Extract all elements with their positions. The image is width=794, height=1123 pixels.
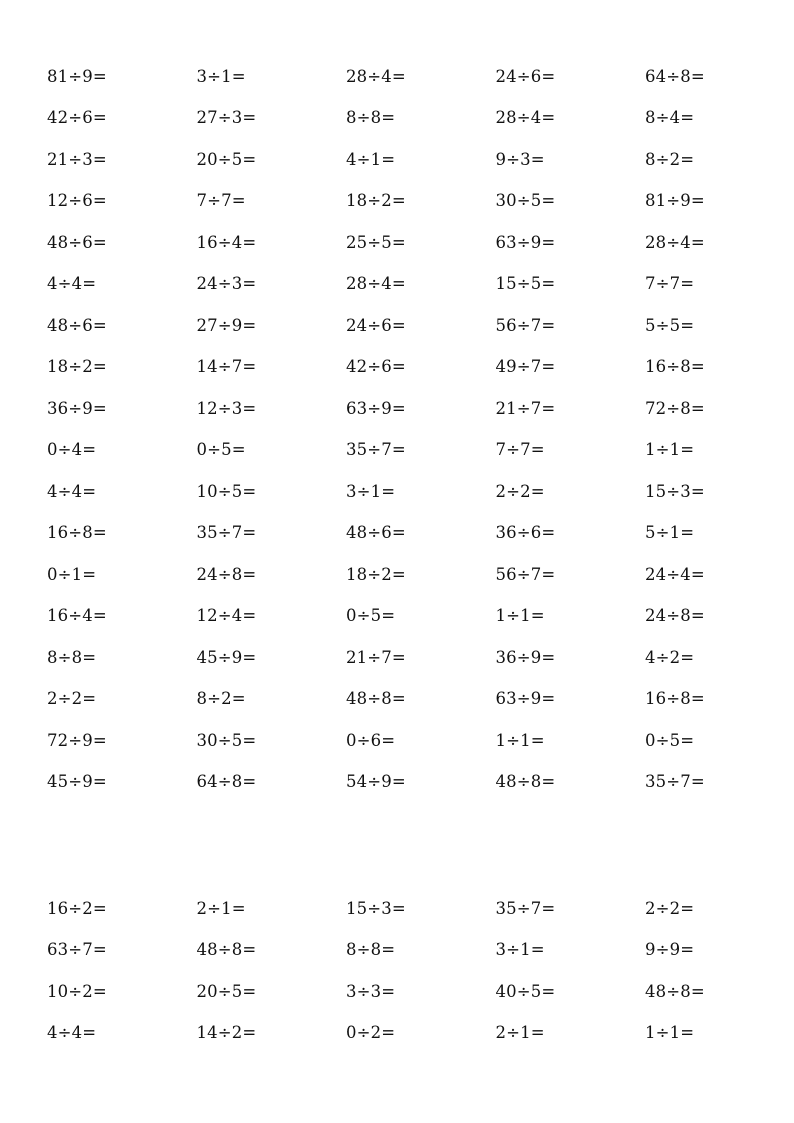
division-problem: 45÷9= bbox=[196, 647, 257, 667]
division-problem: 7÷7= bbox=[495, 440, 545, 460]
division-problem: 30÷5= bbox=[495, 191, 556, 211]
division-problem: 24÷3= bbox=[196, 274, 257, 294]
division-problem: 4÷2= bbox=[645, 647, 695, 667]
division-problem-grid bbox=[47, 56, 747, 803]
division-problem: 20÷5= bbox=[196, 981, 257, 1001]
division-problem: 35÷7= bbox=[645, 772, 705, 792]
division-problem: 4÷4= bbox=[47, 481, 97, 501]
division-problem: 14÷2= bbox=[196, 1023, 257, 1043]
division-problem: 0÷2= bbox=[346, 1023, 396, 1043]
division-problem: 3÷1= bbox=[346, 481, 396, 501]
division-problem: 15÷3= bbox=[346, 898, 406, 918]
division-problem: 42÷6= bbox=[47, 108, 107, 128]
division-problem: 64÷8= bbox=[645, 66, 705, 86]
division-problem-grid bbox=[47, 888, 747, 1054]
division-problem: 8÷8= bbox=[346, 108, 396, 128]
division-problem: 16÷2= bbox=[47, 898, 107, 918]
division-problem: 64÷8= bbox=[196, 772, 257, 792]
division-problem: 54÷9= bbox=[346, 772, 406, 792]
division-problem: 8÷4= bbox=[645, 108, 695, 128]
division-problem: 24÷4= bbox=[645, 564, 705, 584]
division-problem: 8÷2= bbox=[196, 689, 246, 709]
division-problem: 24÷6= bbox=[346, 315, 406, 335]
division-problem: 81÷9= bbox=[47, 66, 107, 86]
division-problem: 4÷1= bbox=[346, 149, 396, 169]
division-problem: 15÷3= bbox=[645, 481, 705, 501]
division-problem: 7÷7= bbox=[196, 191, 246, 211]
division-problem: 16÷8= bbox=[645, 357, 705, 377]
division-problem: 9÷9= bbox=[645, 940, 695, 960]
division-problem: 48÷6= bbox=[346, 523, 406, 543]
division-problem: 2÷2= bbox=[645, 898, 695, 918]
division-problem: 24÷6= bbox=[495, 66, 556, 86]
division-problem: 5÷1= bbox=[645, 523, 695, 543]
division-problem: 18÷2= bbox=[346, 564, 406, 584]
division-problem: 25÷5= bbox=[346, 232, 406, 252]
division-problem: 1÷1= bbox=[495, 606, 545, 626]
division-problem: 42÷6= bbox=[346, 357, 406, 377]
division-problem: 63÷9= bbox=[495, 232, 556, 252]
division-problem: 3÷1= bbox=[495, 940, 545, 960]
division-problem: 35÷7= bbox=[495, 898, 556, 918]
division-problem: 56÷7= bbox=[495, 315, 556, 335]
division-problem: 63÷9= bbox=[495, 689, 556, 709]
division-problem: 72÷8= bbox=[645, 398, 705, 418]
division-problem: 40÷5= bbox=[495, 981, 556, 1001]
division-problem: 63÷7= bbox=[47, 940, 107, 960]
division-problem: 36÷9= bbox=[47, 398, 107, 418]
division-problem: 36÷6= bbox=[495, 523, 556, 543]
division-problem: 2÷2= bbox=[47, 689, 97, 709]
division-problem: 9÷3= bbox=[495, 149, 545, 169]
division-problem: 48÷8= bbox=[346, 689, 406, 709]
division-problem: 8÷2= bbox=[645, 149, 695, 169]
division-problem: 4÷4= bbox=[47, 274, 97, 294]
division-problem: 28÷4= bbox=[346, 274, 406, 294]
division-problems-section-2 bbox=[47, 888, 747, 1054]
division-problem: 12÷6= bbox=[47, 191, 107, 211]
division-problem: 18÷2= bbox=[346, 191, 406, 211]
division-problem: 36÷9= bbox=[495, 647, 556, 667]
division-problem: 18÷2= bbox=[47, 357, 107, 377]
division-problem: 3÷3= bbox=[346, 981, 396, 1001]
division-problem: 0÷6= bbox=[346, 730, 396, 750]
division-problem: 81÷9= bbox=[645, 191, 705, 211]
division-problem: 4÷4= bbox=[47, 1023, 97, 1043]
division-problem: 12÷3= bbox=[196, 398, 257, 418]
division-problem: 2÷2= bbox=[495, 481, 545, 501]
division-problem: 24÷8= bbox=[196, 564, 257, 584]
division-problem: 0÷5= bbox=[346, 606, 396, 626]
division-problem: 48÷8= bbox=[196, 940, 257, 960]
division-problem: 30÷5= bbox=[196, 730, 257, 750]
division-problem: 16÷8= bbox=[47, 523, 107, 543]
division-problem: 72÷9= bbox=[47, 730, 107, 750]
division-problem: 1÷1= bbox=[495, 730, 545, 750]
division-problem: 16÷4= bbox=[47, 606, 107, 626]
division-problem: 24÷8= bbox=[645, 606, 705, 626]
division-problem: 8÷8= bbox=[346, 940, 396, 960]
division-problem: 63÷9= bbox=[346, 398, 406, 418]
division-problem: 28÷4= bbox=[645, 232, 705, 252]
division-problem: 1÷1= bbox=[645, 1023, 695, 1043]
division-problem: 49÷7= bbox=[495, 357, 556, 377]
division-problem: 21÷7= bbox=[346, 647, 406, 667]
division-problem: 2÷1= bbox=[196, 898, 246, 918]
division-problem: 16÷8= bbox=[645, 689, 705, 709]
division-problem: 48÷6= bbox=[47, 315, 107, 335]
division-problem: 0÷5= bbox=[645, 730, 695, 750]
division-problem: 8÷8= bbox=[47, 647, 97, 667]
division-problem: 7÷7= bbox=[645, 274, 695, 294]
division-problem: 0÷5= bbox=[196, 440, 246, 460]
division-problem: 10÷5= bbox=[196, 481, 257, 501]
division-problem: 1÷1= bbox=[645, 440, 695, 460]
division-problem: 27÷3= bbox=[196, 108, 257, 128]
division-problem: 48÷8= bbox=[645, 981, 705, 1001]
division-problem: 28÷4= bbox=[346, 66, 406, 86]
division-problems-section-1 bbox=[47, 56, 747, 803]
division-problem: 48÷6= bbox=[47, 232, 107, 252]
division-problem: 3÷1= bbox=[196, 66, 246, 86]
division-problem: 21÷7= bbox=[495, 398, 556, 418]
division-problem: 12÷4= bbox=[196, 606, 257, 626]
division-problem: 35÷7= bbox=[346, 440, 406, 460]
division-problem: 2÷1= bbox=[495, 1023, 545, 1043]
division-problem: 0÷1= bbox=[47, 564, 97, 584]
division-problem: 21÷3= bbox=[47, 149, 107, 169]
division-problem: 27÷9= bbox=[196, 315, 257, 335]
division-problem: 16÷4= bbox=[196, 232, 257, 252]
division-problem: 15÷5= bbox=[495, 274, 556, 294]
division-problem: 5÷5= bbox=[645, 315, 695, 335]
division-problem: 35÷7= bbox=[196, 523, 257, 543]
division-problem: 20÷5= bbox=[196, 149, 257, 169]
division-problem: 28÷4= bbox=[495, 108, 556, 128]
division-problem: 56÷7= bbox=[495, 564, 556, 584]
division-problem: 10÷2= bbox=[47, 981, 107, 1001]
division-problem: 45÷9= bbox=[47, 772, 107, 792]
division-problem: 0÷4= bbox=[47, 440, 97, 460]
division-problem: 14÷7= bbox=[196, 357, 257, 377]
division-problem: 48÷8= bbox=[495, 772, 556, 792]
